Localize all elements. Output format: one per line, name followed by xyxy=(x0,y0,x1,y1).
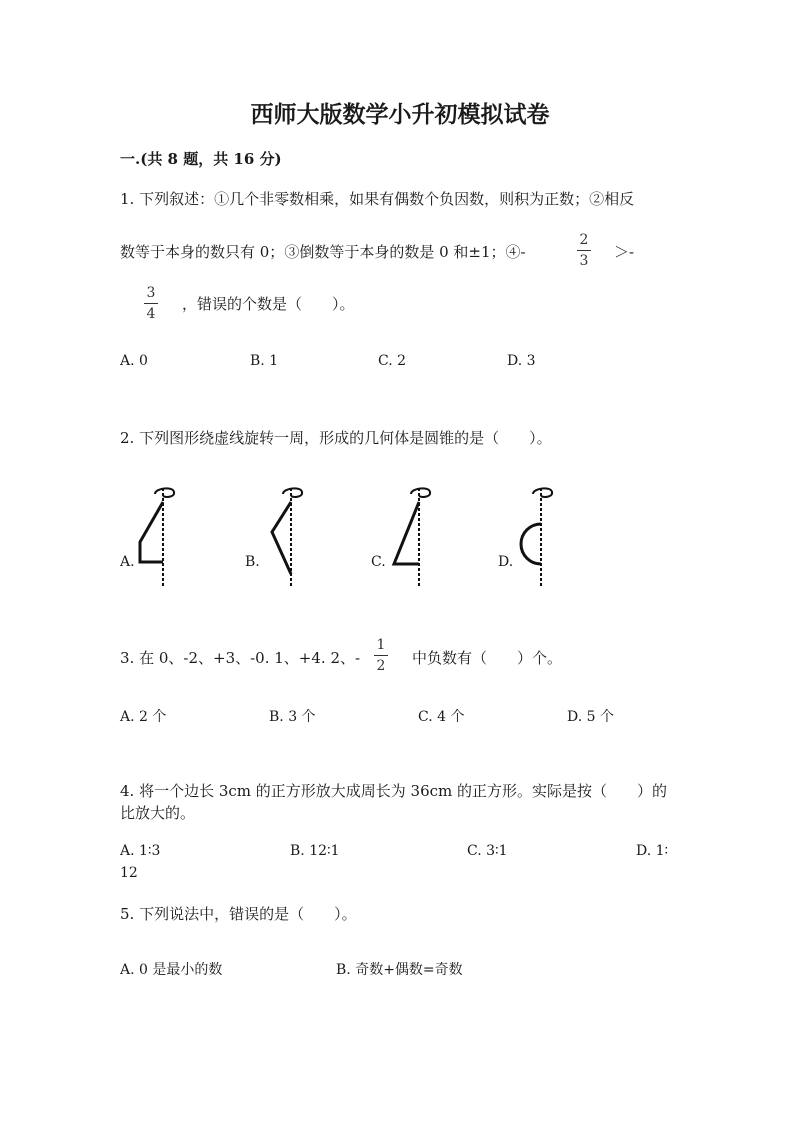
q3-option-a[interactable]: A. 2 个 xyxy=(120,709,167,725)
q3-option-b[interactable]: B. 3 个 xyxy=(269,709,316,725)
q1-option-d[interactable]: D. 3 xyxy=(507,353,536,369)
q4-option-a[interactable]: A. 1∶3 xyxy=(120,843,161,859)
q4-option-d[interactable]: D. 1∶ xyxy=(636,843,669,859)
q1-option-a[interactable]: A. 0 xyxy=(120,353,148,369)
q1-fraction-3-4 xyxy=(144,286,158,321)
q2-label-a[interactable]: A. xyxy=(120,554,135,570)
q1-line1: 1. 下列叙述：①几个非零数相乘，如果有偶数个负因数，则积为正数；②相反 xyxy=(120,190,635,208)
page-title: 西师大版数学小升初模拟试卷 xyxy=(250,101,550,128)
fraction-bar xyxy=(144,303,158,304)
q1-line2b: ＞- xyxy=(614,243,635,261)
q5-text: 5. 下列说法中，错误的是（ ）。 xyxy=(120,905,357,923)
fraction-numerator: 1 xyxy=(376,637,386,653)
fraction-numerator: 3 xyxy=(146,285,156,301)
q5-option-b[interactable]: B. 奇数+偶数=奇数 xyxy=(336,962,463,978)
fraction-denominator: 4 xyxy=(146,306,156,322)
q1-option-c[interactable]: C. 2 xyxy=(378,353,407,369)
q4-option-c[interactable]: C. 3∶1 xyxy=(467,843,508,859)
q2-label-b[interactable]: B. xyxy=(245,554,260,570)
q2-figure-c-triangle xyxy=(386,484,446,590)
q4-line2: 比放大的。 xyxy=(120,804,196,822)
q2-label-c[interactable]: C. xyxy=(371,554,386,570)
q3-option-c[interactable]: C. 4 个 xyxy=(418,709,465,725)
q2-figure-d-semicircle xyxy=(508,484,568,590)
q3-fraction-1-2 xyxy=(374,638,388,673)
q4-option-d-continued: 12 xyxy=(120,865,138,881)
q1-fraction-2-3 xyxy=(577,233,591,268)
q3-text-b: 中负数有（ ）个。 xyxy=(412,649,563,667)
q2-label-d[interactable]: D. xyxy=(498,554,514,570)
fraction-numerator: 2 xyxy=(579,232,589,248)
q2-figure-b-kite xyxy=(258,484,318,590)
fraction-denominator: 2 xyxy=(376,658,386,674)
q2-figure-a-trapezoid xyxy=(130,484,190,590)
q1-option-b[interactable]: B. 1 xyxy=(250,353,279,369)
q3-text-a: 3. 在 0、-2、+3、-0. 1、+4. 2、- xyxy=(120,649,361,667)
q4-option-b[interactable]: B. 12∶1 xyxy=(290,843,340,859)
q1-line2a: 数等于本身的数只有 0；③倒数等于本身的数是 0 和±1；④- xyxy=(120,243,526,261)
fraction-bar xyxy=(577,250,591,251)
fraction-denominator: 3 xyxy=(579,253,589,269)
section-heading: 一.(共 8 题，共 16 分) xyxy=(120,150,282,168)
fraction-bar xyxy=(374,655,388,656)
q3-option-d[interactable]: D. 5 个 xyxy=(567,709,614,725)
q4-line1: 4. 将一个边长 3cm 的正方形放大成周长为 36cm 的正方形。实际是按（ ）的 xyxy=(120,782,668,800)
q1-line3: ，错误的个数是（ ）。 xyxy=(182,295,355,313)
q2-text: 2. 下列图形绕虚线旋转一周，形成的几何体是圆锥的是（ ）。 xyxy=(120,429,552,447)
q5-option-a[interactable]: A. 0 是最小的数 xyxy=(120,962,223,978)
